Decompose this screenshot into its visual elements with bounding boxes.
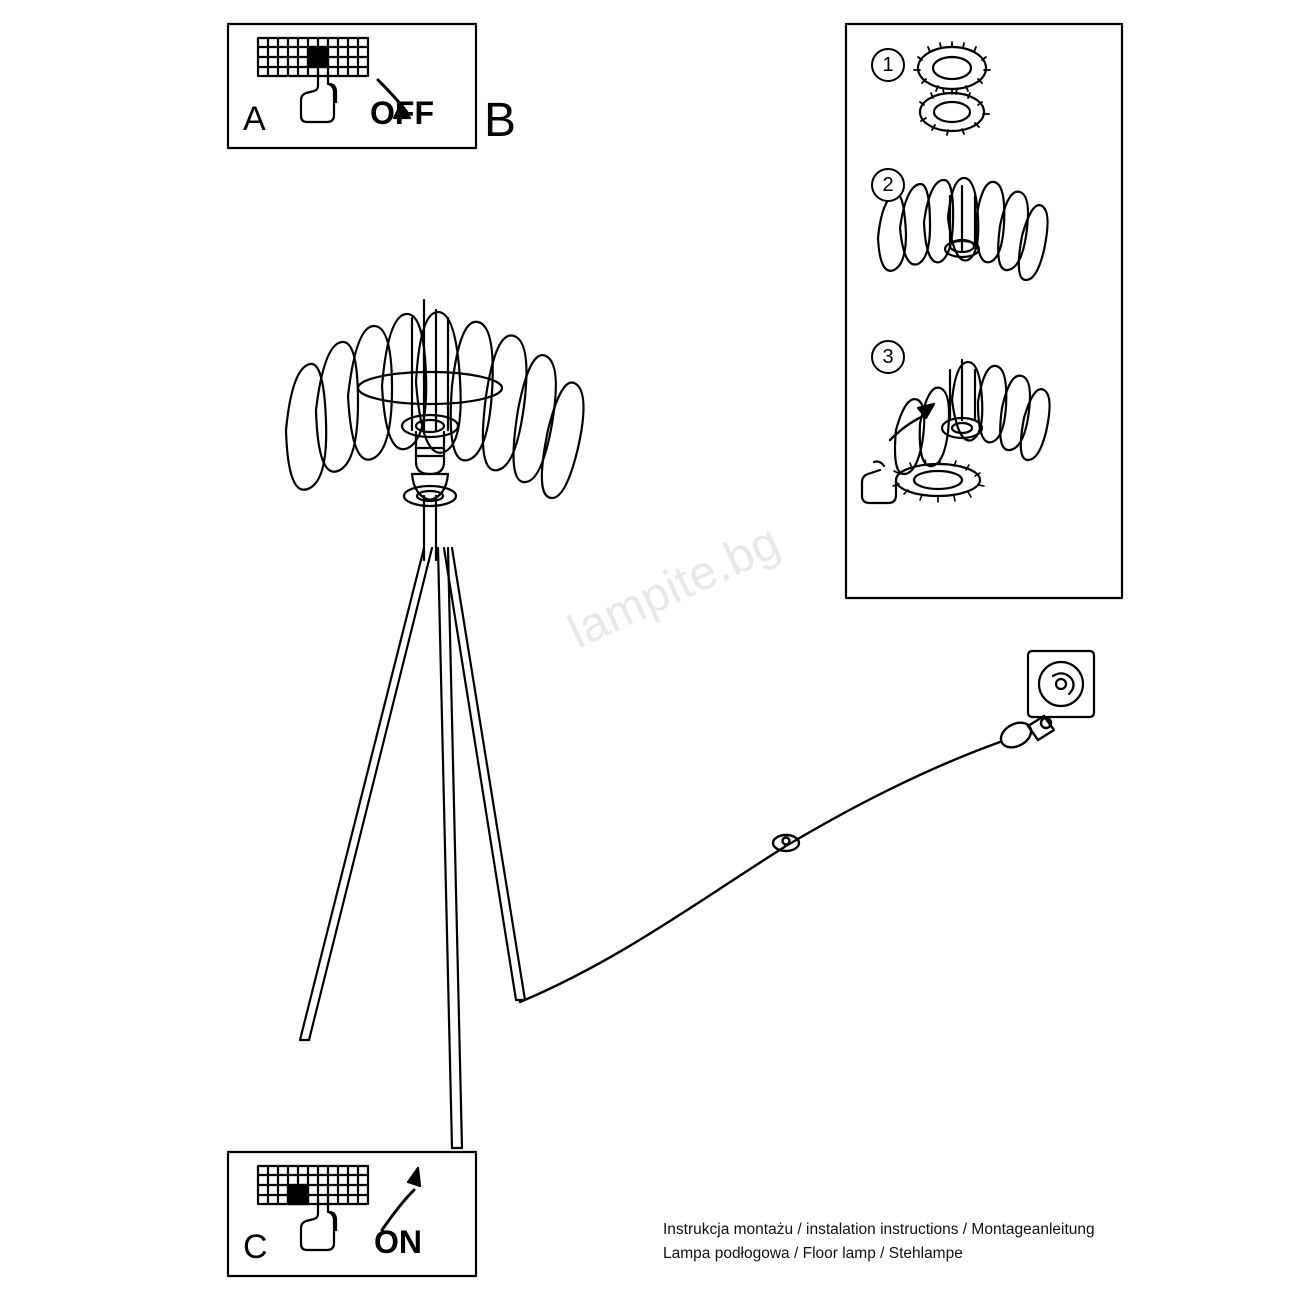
panel-b-letter: B [484,94,517,147]
step-number-2: 2 [871,168,905,202]
power-cord [520,716,1054,1002]
panel-c-switch [258,1166,368,1250]
step2-shade-icon [878,178,1048,280]
footer-line-1: Instrukcja montażu / instalation instructions / Montageanleitung [663,1221,1095,1238]
panel-c-arrow [382,1168,420,1230]
wall-socket [1028,651,1094,717]
panel-c-action-label: ON [374,1224,422,1260]
panel-a-letter: A [243,100,266,138]
panel-c-letter: C [243,1228,268,1266]
panel-a-action-label: OFF [370,95,434,131]
watermark: lampite.bg [560,515,789,659]
step-number-3: 3 [871,340,905,374]
footer-text [663,1218,1095,1266]
footer-line-2: Lampa podłogowa / Floor lamp / Stehlampe [663,1245,963,1263]
step3-install-icon [862,360,1050,503]
step-number-1: 1 [871,48,905,82]
panel-a-switch [258,38,368,122]
step1-rings-icon [914,42,990,135]
floor-lamp-main [286,300,584,1148]
